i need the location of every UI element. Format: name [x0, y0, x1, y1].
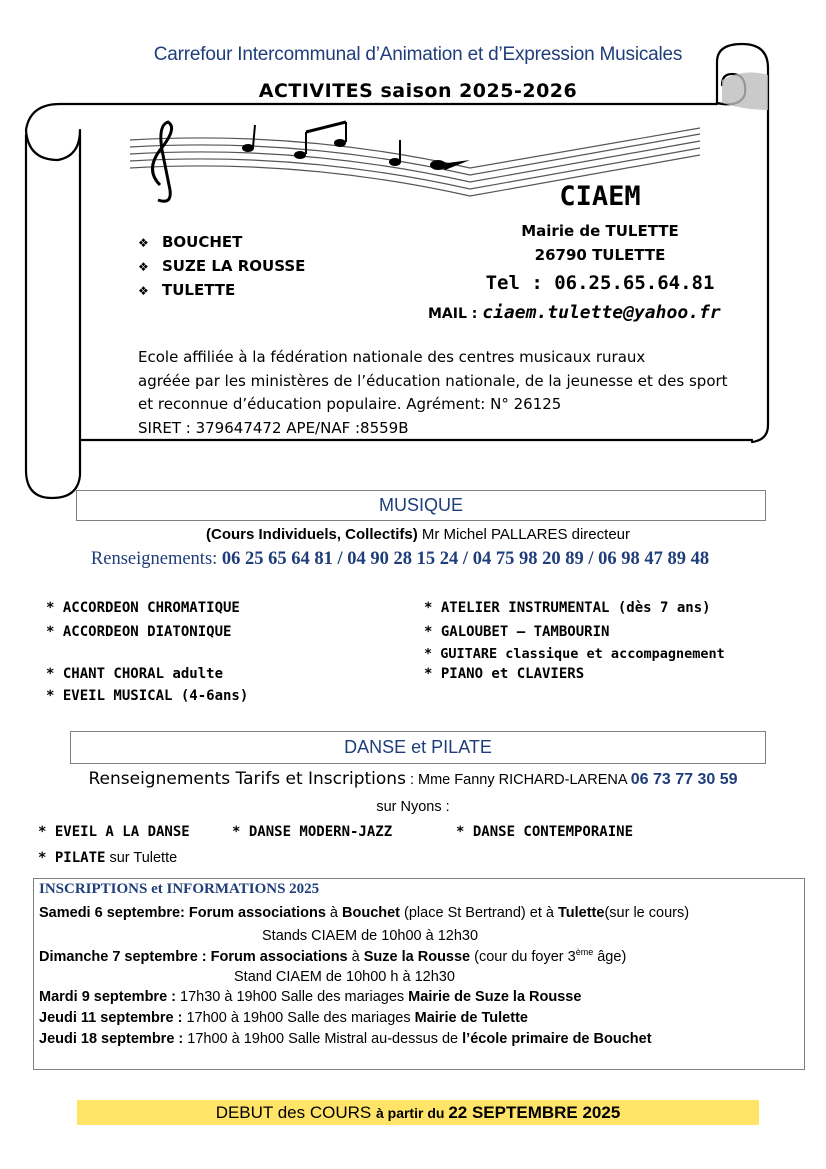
dance-section-title: DANSE et PILATE — [70, 731, 766, 764]
list-item: * GUITARE classique et accompagnement — [424, 646, 725, 662]
dance-contact: Renseignements Tarifs et Inscriptions : Mme Fanny RICHARD-LARENA 06 73 77 30 59 — [88, 769, 738, 789]
dance-location: sur Nyons : — [376, 799, 450, 815]
mail-address[interactable]: ciaem.tulette@yahoo.fr — [482, 302, 721, 323]
start-date-banner: DEBUT des COURS à partir du 22 SEPTEMBRE 2025 — [77, 1100, 759, 1125]
affiliation-text: Ecole affiliée à la fédération nationale des centres musicaux ruraux agréée par les ministères de l’éducation nationale, de la jeunesse et des sport et reconnue d’éducation populaire. Agrément: N° 26125 SIRET : 379647472 APE/NAF :8559B — [138, 348, 728, 437]
contact-address-1: Mairie de TULETTE — [521, 222, 679, 240]
schedule-line: Dimanche 7 septembre : Forum associations à Suze la Rousse (cour du foyer 3ème âge) — [39, 947, 627, 965]
list-item: * PIANO et CLAVIERS — [424, 666, 585, 682]
list-item: * CHANT CHORAL adulte — [46, 666, 224, 682]
list-item: ❖ BOUCHET — [138, 233, 243, 251]
schedule-line: Jeudi 11 septembre : 17h00 à 19h00 Salle des mariages Mairie de Tulette — [39, 1010, 528, 1026]
music-section-title: MUSIQUE — [76, 490, 766, 521]
list-item: * ACCORDEON DIATONIQUE — [46, 624, 232, 640]
list-item: ❖ TULETTE — [138, 281, 236, 299]
music-phones: Renseignements: 06 25 65 64 81 / 04 90 28 15 24 / 04 75 98 20 89 / 06 98 47 89 48 — [90, 549, 710, 569]
list-item: * DANSE CONTEMPORAINE — [456, 824, 634, 840]
org-title: Carrefour Intercommunal d’Animation et d’Expression Musicales — [153, 44, 683, 65]
contact-phone: Tel : 06.25.65.64.81 — [485, 272, 715, 294]
mail-label: MAIL : — [428, 306, 483, 322]
contact-mail — [428, 302, 721, 323]
list-item: ❖ SUZE LA ROUSSE — [138, 257, 306, 275]
schedule-line: Jeudi 18 septembre : 17h00 à 19h00 Salle Mistral au-dessus de l’école primaire de Bouchet — [39, 1031, 652, 1047]
season-title: ACTIVITES saison 2025-2026 — [258, 80, 578, 102]
schedule-line: Samedi 6 septembre: Forum associations à Bouchet (place St Bertrand) et à Tulette(sur le cours) — [39, 905, 690, 921]
list-item: * GALOUBET – TAMBOURIN — [424, 624, 610, 640]
list-item: * ATELIER INSTRUMENTAL (dès 7 ans) — [424, 600, 711, 616]
list-item: * ACCORDEON CHROMATIQUE — [46, 600, 240, 616]
towns-list — [138, 231, 305, 303]
contact-address-2: 26790 TULETTE — [534, 246, 666, 264]
schedule-line: Mardi 9 septembre : 17h30 à 19h00 Salle des mariages Mairie de Suze la Rousse — [39, 989, 582, 1005]
list-item: * DANSE MODERN-JAZZ — [232, 824, 393, 840]
schedule-line: Stands CIAEM de 10h00 à 12h30 — [262, 928, 479, 944]
contact-name: CIAEM — [559, 181, 641, 212]
list-item: * EVEIL A LA DANSE — [38, 824, 190, 840]
music-subtitle: (Cours Individuels, Collectifs) Mr Michel PALLARES directeur — [206, 526, 630, 543]
inscriptions-title: INSCRIPTIONS et INFORMATIONS 2025 — [39, 881, 320, 897]
list-item: * EVEIL MUSICAL (4-6ans) — [46, 688, 249, 704]
list-item: * PILATE sur Tulette — [38, 850, 178, 866]
schedule-line: Stand CIAEM de 10h00 h à 12h30 — [234, 969, 455, 985]
